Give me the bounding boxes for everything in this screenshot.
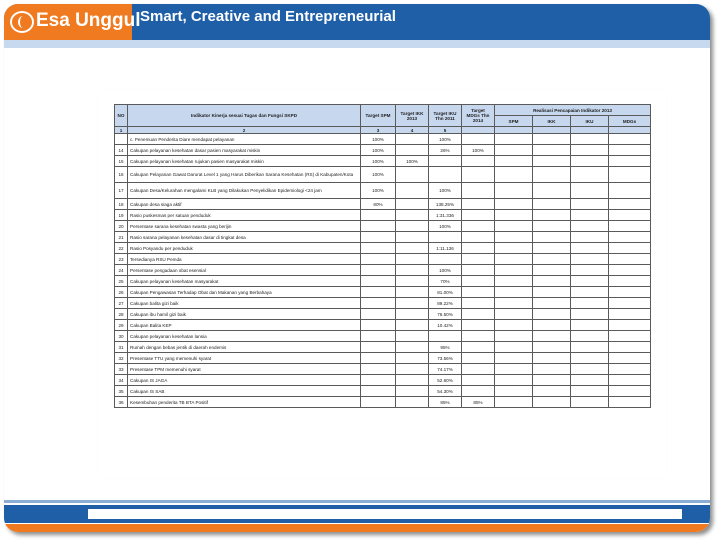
row-realisasi-cell	[609, 199, 651, 210]
row-target-mdgs	[462, 320, 495, 331]
row-target-spm: 100%	[361, 167, 396, 183]
row-realisasi-cell	[495, 199, 533, 210]
logo	[4, 4, 141, 40]
row-target-ikk	[396, 134, 429, 145]
row-number	[115, 134, 128, 145]
row-realisasi-cell	[533, 353, 571, 364]
row-target-spm: 100%	[361, 183, 396, 199]
row-target-iku: 1:11.136	[429, 243, 462, 254]
row-target-mdgs	[462, 375, 495, 386]
row-realisasi-cell	[495, 254, 533, 265]
row-target-ikk	[396, 254, 429, 265]
row-indikator: Cakupan desa siaga aktif	[128, 199, 361, 210]
row-number: 19	[115, 210, 128, 221]
row-number: 21	[115, 232, 128, 243]
row-realisasi-cell	[533, 199, 571, 210]
row-realisasi-cell	[495, 265, 533, 276]
header-sub-spm: SPM	[495, 116, 533, 127]
row-target-spm	[361, 331, 396, 342]
col-number-empty	[495, 127, 533, 134]
row-realisasi-cell	[609, 265, 651, 276]
row-number: 25	[115, 276, 128, 287]
row-target-iku	[429, 232, 462, 243]
col-number: 3	[361, 127, 396, 134]
row-target-ikk	[396, 386, 429, 397]
row-target-iku: 89.22%	[429, 298, 462, 309]
table-row	[115, 320, 651, 331]
row-target-spm	[361, 320, 396, 331]
row-indikator: Cakupan pelayanan kesehatan masyarakat	[128, 276, 361, 287]
row-realisasi-cell	[571, 353, 609, 364]
row-target-ikk	[396, 167, 429, 183]
row-realisasi-cell	[495, 221, 533, 232]
row-realisasi-cell	[533, 243, 571, 254]
row-number: 24	[115, 265, 128, 276]
row-indikator: Cakupan IS JAGA	[128, 375, 361, 386]
row-target-ikk	[396, 375, 429, 386]
row-number: 32	[115, 353, 128, 364]
row-realisasi-cell	[609, 331, 651, 342]
row-target-spm: 100%	[361, 134, 396, 145]
row-indikator: c. Penemuan Penderita Diare mendapat pelayanan	[128, 134, 361, 145]
row-target-ikk	[396, 331, 429, 342]
table-row	[115, 298, 651, 309]
row-realisasi-cell	[571, 287, 609, 298]
row-target-ikk	[396, 199, 429, 210]
row-target-spm	[361, 364, 396, 375]
row-number: 23	[115, 254, 128, 265]
row-realisasi-cell	[609, 232, 651, 243]
table-row	[115, 243, 651, 254]
row-realisasi-cell	[495, 210, 533, 221]
row-realisasi-cell	[533, 287, 571, 298]
col-number: 4	[396, 127, 429, 134]
row-target-ikk	[396, 210, 429, 221]
row-realisasi-cell	[533, 320, 571, 331]
row-realisasi-cell	[495, 364, 533, 375]
row-target-ikk	[396, 353, 429, 364]
row-realisasi-cell	[571, 331, 609, 342]
row-target-ikk	[396, 243, 429, 254]
row-number: 34	[115, 375, 128, 386]
row-realisasi-cell	[609, 254, 651, 265]
row-indikator: Rasio puskesmas per satuan penduduk	[128, 210, 361, 221]
row-realisasi-cell	[495, 156, 533, 167]
row-number: 35	[115, 386, 128, 397]
row-realisasi-cell	[609, 221, 651, 232]
row-realisasi-cell	[495, 353, 533, 364]
row-number: 30	[115, 331, 128, 342]
row-target-iku: 10.42%	[429, 320, 462, 331]
row-target-iku: 52.60%	[429, 375, 462, 386]
header-no: NO	[115, 105, 128, 127]
header-target-mdgs: Target MDGs Thn 2014	[462, 105, 495, 127]
row-realisasi-cell	[571, 397, 609, 408]
row-realisasi-cell	[533, 386, 571, 397]
footer-line	[4, 500, 710, 503]
row-realisasi-cell	[609, 156, 651, 167]
row-target-spm: 80%	[361, 199, 396, 210]
row-target-mdgs	[462, 342, 495, 353]
row-target-ikk	[396, 287, 429, 298]
table-row	[115, 156, 651, 167]
row-realisasi-cell	[495, 134, 533, 145]
row-realisasi-cell	[571, 298, 609, 309]
tagline: Smart, Creative and Entrepreneurial	[140, 8, 396, 25]
table-row	[115, 287, 651, 298]
row-target-ikk	[396, 232, 429, 243]
row-realisasi-cell	[609, 167, 651, 183]
row-number: 36	[115, 397, 128, 408]
row-realisasi-cell	[571, 183, 609, 199]
row-realisasi-cell	[609, 183, 651, 199]
row-target-ikk	[396, 298, 429, 309]
col-number: 5	[429, 127, 462, 134]
row-realisasi-cell	[495, 342, 533, 353]
table-row	[115, 210, 651, 221]
row-target-iku	[429, 156, 462, 167]
table-row	[115, 375, 651, 386]
row-target-iku: 100%	[429, 221, 462, 232]
row-target-spm	[361, 375, 396, 386]
row-realisasi-cell	[495, 298, 533, 309]
table-row	[115, 183, 651, 199]
row-realisasi-cell	[571, 309, 609, 320]
row-indikator: Tersedianya RSU Pemda	[128, 254, 361, 265]
table-row	[115, 254, 651, 265]
row-realisasi-cell	[571, 375, 609, 386]
row-target-spm	[361, 232, 396, 243]
row-number: 29	[115, 320, 128, 331]
row-realisasi-cell	[571, 364, 609, 375]
row-target-mdgs	[462, 298, 495, 309]
row-realisasi-cell	[533, 298, 571, 309]
row-realisasi-cell	[609, 287, 651, 298]
header-sub-mdgs: MDGs	[609, 116, 651, 127]
row-target-ikk	[396, 183, 429, 199]
row-indikator: Persentase sarana kesehatan swasta yang berijin	[128, 221, 361, 232]
row-target-iku: 100%	[429, 134, 462, 145]
row-indikator: Cakupan pelayanan kesehatan dasar pasien masyarakat miskin	[128, 145, 361, 156]
row-realisasi-cell	[533, 183, 571, 199]
row-realisasi-cell	[495, 386, 533, 397]
row-target-mdgs	[462, 210, 495, 221]
footer	[4, 500, 710, 532]
row-target-spm: 100%	[361, 156, 396, 167]
row-realisasi-cell	[533, 221, 571, 232]
row-number: 33	[115, 364, 128, 375]
row-indikator: Presentase TTU yang memenuhi syarat	[128, 353, 361, 364]
col-number-empty	[533, 127, 571, 134]
row-target-ikk: 100%	[396, 156, 429, 167]
col-number: 2	[128, 127, 361, 134]
row-indikator: Cakupan balita gizi baik	[128, 298, 361, 309]
row-indikator: Persentase pengadaan obat esensial	[128, 265, 361, 276]
table-row	[115, 386, 651, 397]
row-realisasi-cell	[533, 210, 571, 221]
row-target-iku: 95%	[429, 342, 462, 353]
row-realisasi-cell	[495, 167, 533, 183]
row-target-mdgs	[462, 167, 495, 183]
row-realisasi-cell	[533, 375, 571, 386]
row-target-spm	[361, 298, 396, 309]
row-realisasi-cell	[571, 199, 609, 210]
row-target-iku: 76.50%	[429, 309, 462, 320]
row-realisasi-cell	[533, 254, 571, 265]
row-target-mdgs	[462, 254, 495, 265]
row-target-mdgs	[462, 386, 495, 397]
row-realisasi-cell	[571, 254, 609, 265]
row-target-spm	[361, 397, 396, 408]
row-indikator: Kesembuhan penderita TB BTA Positif	[128, 397, 361, 408]
row-target-mdgs	[462, 199, 495, 210]
row-target-spm	[361, 287, 396, 298]
row-target-spm	[361, 342, 396, 353]
row-target-spm	[361, 265, 396, 276]
table-row	[115, 199, 651, 210]
row-target-iku	[429, 167, 462, 183]
row-target-mdgs	[462, 265, 495, 276]
row-target-iku: 81.00%	[429, 287, 462, 298]
row-target-mdgs	[462, 243, 495, 254]
row-target-iku: 54.30%	[429, 386, 462, 397]
row-realisasi-cell	[495, 145, 533, 156]
row-target-ikk	[396, 276, 429, 287]
row-target-spm	[361, 353, 396, 364]
row-realisasi-cell	[495, 320, 533, 331]
col-number: 1	[115, 127, 128, 134]
row-target-ikk	[396, 309, 429, 320]
row-number: 22	[115, 243, 128, 254]
col-number-empty	[571, 127, 609, 134]
row-number: 17	[115, 183, 128, 199]
row-realisasi-cell	[495, 287, 533, 298]
row-indikator: Cakupan Desa/Kelurahan mengalami KLB yang Dilakukan Penyelidikan Epidemiologi <24 jam	[128, 183, 361, 199]
row-target-mdgs	[462, 364, 495, 375]
row-target-mdgs	[462, 221, 495, 232]
row-target-mdgs	[462, 232, 495, 243]
header-bar	[4, 4, 710, 40]
row-target-spm	[361, 386, 396, 397]
row-target-mdgs	[462, 309, 495, 320]
header-target-iku: Target IKU Thn 2011	[429, 105, 462, 127]
row-indikator: Rasio sarana pelayanan kesehatan dasar di tingkat desa	[128, 232, 361, 243]
row-target-ikk	[396, 364, 429, 375]
row-realisasi-cell	[609, 375, 651, 386]
row-realisasi-cell	[533, 276, 571, 287]
row-target-mdgs	[462, 331, 495, 342]
row-target-mdgs	[462, 287, 495, 298]
table-row	[115, 353, 651, 364]
row-number: 27	[115, 298, 128, 309]
row-target-mdgs	[462, 134, 495, 145]
table-row	[115, 331, 651, 342]
row-target-spm	[361, 254, 396, 265]
header-sub-iku: IKU	[571, 116, 609, 127]
row-realisasi-cell	[495, 243, 533, 254]
row-target-mdgs	[462, 353, 495, 364]
row-realisasi-cell	[495, 397, 533, 408]
row-indikator: Cakupan Pengawasan Terhadap Obat dan Makanan yang Berbahaya	[128, 287, 361, 298]
row-indikator: Cakupan Balita KEP	[128, 320, 361, 331]
row-realisasi-cell	[495, 232, 533, 243]
column-number-row	[115, 127, 651, 134]
row-realisasi-cell	[571, 265, 609, 276]
row-target-iku: 85%	[429, 397, 462, 408]
row-realisasi-cell	[571, 232, 609, 243]
header-target-ikk: Target IKK 2013	[396, 105, 429, 127]
row-number: 28	[115, 309, 128, 320]
table-row	[115, 232, 651, 243]
row-indikator: Rumah dengan bebas jentik di daerah endemis	[128, 342, 361, 353]
row-number: 16	[115, 167, 128, 183]
row-target-iku	[429, 331, 462, 342]
row-number: 14	[115, 145, 128, 156]
row-indikator: Cakupan Pelayanan Gawat Darurat Level 1 yang Harus Diberikan Sarana Kesehatan (RS) di Kabupaten/Kota	[128, 167, 361, 183]
row-realisasi-cell	[495, 276, 533, 287]
col-number-empty	[462, 127, 495, 134]
row-target-ikk	[396, 342, 429, 353]
row-realisasi-cell	[571, 243, 609, 254]
table-row	[115, 145, 651, 156]
header-realisasi: Realisasi Pencapaian Indikator 2013	[495, 105, 651, 116]
row-target-spm	[361, 276, 396, 287]
row-realisasi-cell	[609, 243, 651, 254]
row-number: 15	[115, 156, 128, 167]
indicator-table	[114, 104, 651, 408]
row-realisasi-cell	[609, 298, 651, 309]
header-indikator: Indikator Kinerja sesuai Tugas dan Fungsi SKPD	[128, 105, 361, 127]
footer-inner-bar	[88, 509, 682, 519]
row-realisasi-cell	[533, 364, 571, 375]
row-realisasi-cell	[609, 309, 651, 320]
row-realisasi-cell	[571, 386, 609, 397]
row-realisasi-cell	[609, 353, 651, 364]
row-realisasi-cell	[609, 364, 651, 375]
row-target-mdgs	[462, 183, 495, 199]
row-realisasi-cell	[495, 183, 533, 199]
row-target-iku: 73.56%	[429, 353, 462, 364]
row-target-iku: 100%	[429, 183, 462, 199]
row-realisasi-cell	[571, 342, 609, 353]
col-number-empty	[609, 127, 651, 134]
table-row	[115, 134, 651, 145]
table-row	[115, 397, 651, 408]
table-row	[115, 276, 651, 287]
row-realisasi-cell	[609, 397, 651, 408]
row-indikator: Cakupan ibu hamil gizi baik	[128, 309, 361, 320]
header-divider	[4, 40, 710, 48]
row-realisasi-cell	[571, 145, 609, 156]
row-number: 18	[115, 199, 128, 210]
row-target-spm	[361, 210, 396, 221]
row-realisasi-cell	[609, 210, 651, 221]
row-target-spm	[361, 243, 396, 254]
footer-accent	[4, 524, 710, 532]
row-number: 26	[115, 287, 128, 298]
row-realisasi-cell	[495, 309, 533, 320]
spreadsheet-image	[98, 90, 666, 478]
row-indikator: Presentase TPM memenuhi syarat	[128, 364, 361, 375]
row-realisasi-cell	[609, 342, 651, 353]
row-realisasi-cell	[533, 342, 571, 353]
row-realisasi-cell	[609, 145, 651, 156]
row-target-ikk	[396, 145, 429, 156]
row-target-iku: 1:31.336	[429, 210, 462, 221]
row-realisasi-cell	[533, 397, 571, 408]
row-target-mdgs	[462, 276, 495, 287]
row-realisasi-cell	[533, 156, 571, 167]
row-realisasi-cell	[533, 167, 571, 183]
row-realisasi-cell	[609, 276, 651, 287]
row-target-mdgs: 100%	[462, 145, 495, 156]
table-row	[115, 221, 651, 232]
row-target-ikk	[396, 265, 429, 276]
row-realisasi-cell	[571, 134, 609, 145]
row-target-ikk	[396, 320, 429, 331]
row-realisasi-cell	[571, 276, 609, 287]
table-row	[115, 309, 651, 320]
row-realisasi-cell	[533, 134, 571, 145]
slide-frame	[4, 4, 710, 532]
row-target-spm	[361, 221, 396, 232]
row-indikator: Rasio Posyandu per penduduk	[128, 243, 361, 254]
row-realisasi-cell	[533, 145, 571, 156]
row-indikator: Cakupan pelayanan kesehatan lansia	[128, 331, 361, 342]
row-realisasi-cell	[571, 210, 609, 221]
row-realisasi-cell	[609, 320, 651, 331]
row-target-spm: 100%	[361, 145, 396, 156]
row-indikator: Cakupan IS SAB	[128, 386, 361, 397]
row-target-iku: 138.25%	[429, 199, 462, 210]
table-row	[115, 265, 651, 276]
row-target-iku: 70%	[429, 276, 462, 287]
row-realisasi-cell	[533, 265, 571, 276]
header-sub-ikk: IKK	[533, 116, 571, 127]
header-target-spm: Target SPM	[361, 105, 396, 127]
row-target-ikk	[396, 397, 429, 408]
table-row	[115, 364, 651, 375]
logo-text: Esa Unggul	[36, 10, 141, 31]
row-target-mdgs: 85%	[462, 397, 495, 408]
row-realisasi-cell	[571, 320, 609, 331]
row-target-iku: 74.17%	[429, 364, 462, 375]
row-number: 20	[115, 221, 128, 232]
row-target-mdgs	[462, 156, 495, 167]
row-realisasi-cell	[571, 156, 609, 167]
row-target-spm	[361, 309, 396, 320]
row-realisasi-cell	[533, 331, 571, 342]
row-realisasi-cell	[609, 134, 651, 145]
row-target-iku: 26%	[429, 145, 462, 156]
university-emblem-icon	[10, 11, 34, 33]
row-realisasi-cell	[495, 331, 533, 342]
row-number: 31	[115, 342, 128, 353]
table-row	[115, 342, 651, 353]
row-realisasi-cell	[533, 232, 571, 243]
row-realisasi-cell	[571, 221, 609, 232]
row-target-iku: 100%	[429, 265, 462, 276]
table-row	[115, 167, 651, 183]
row-target-iku	[429, 254, 462, 265]
row-realisasi-cell	[571, 167, 609, 183]
row-realisasi-cell	[533, 309, 571, 320]
row-target-ikk	[396, 221, 429, 232]
row-realisasi-cell	[495, 375, 533, 386]
row-indikator: Cakupan pelayanan kesehatan rujukan pasien masyarakat miskin	[128, 156, 361, 167]
row-realisasi-cell	[609, 386, 651, 397]
